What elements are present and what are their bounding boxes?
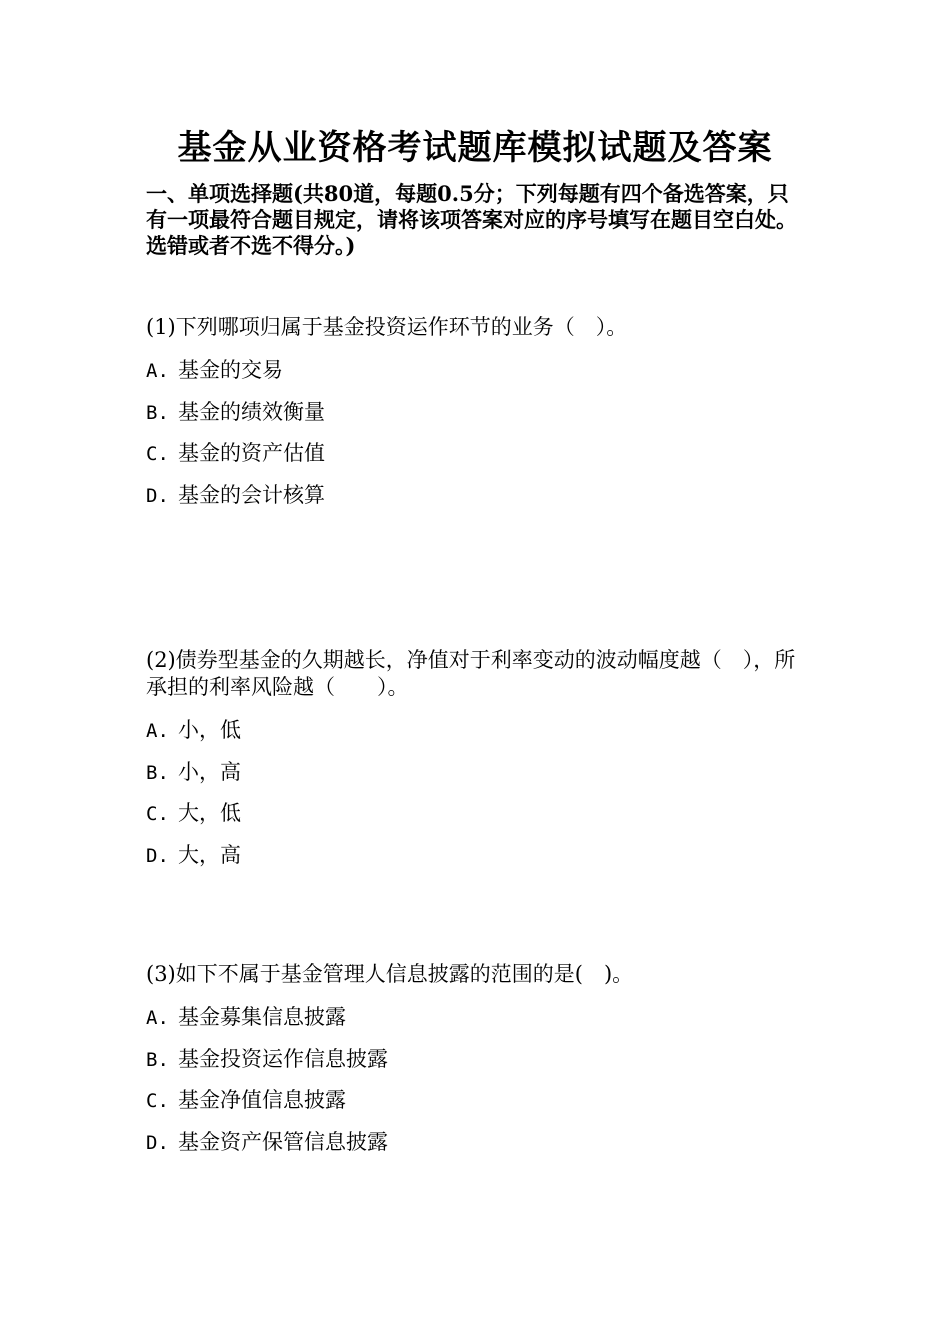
option-b: [146, 392, 806, 434]
option-text: 基金的会计核算: [178, 482, 325, 507]
question-2: [146, 647, 806, 876]
option-b: [146, 1039, 806, 1081]
option-text: 基金的交易: [178, 358, 283, 382]
question-3: [146, 961, 806, 1163]
option-letter: D.: [146, 844, 169, 867]
option-letter: A.: [146, 1007, 169, 1029]
option-list: [146, 350, 806, 516]
option-letter: D.: [146, 484, 169, 507]
option-c: [146, 433, 806, 475]
question-stem: (2)债券型基金的久期越长，净值对于利率变动的波动幅度越（ ），所承担的利率风险越（ ）。: [146, 648, 796, 699]
option-text: 小，低: [178, 718, 241, 742]
question-stem: (1)下列哪项归属于基金投资运作环节的业务（ ）。: [146, 315, 628, 339]
option-text: 大，高: [178, 842, 241, 867]
option-text: 基金的资产估值: [178, 441, 325, 465]
option-letter: C.: [146, 1090, 169, 1112]
option-c: [146, 1080, 806, 1122]
option-text: 基金的绩效衡量: [178, 399, 325, 424]
question-1: [146, 314, 806, 516]
option-text: 大，低: [178, 801, 241, 825]
option-letter: A.: [146, 720, 169, 742]
option-text: 基金投资运作信息披露: [178, 1046, 388, 1071]
option-a: [146, 710, 806, 752]
option-letter: C.: [146, 803, 169, 825]
option-text: 基金净值信息披露: [178, 1088, 346, 1112]
page-title: 基金从业资格考试题库模拟试题及答案: [177, 128, 773, 168]
section-instructions: 一、单项选择题(共80道，每题0.5分；下列每题有四个备选答案，只有一项最符合题目规定，请将该项答案对应的序号填写在题目空白处。选错或者不选不得分。): [146, 181, 797, 258]
option-letter: B.: [146, 1048, 169, 1071]
option-list: [146, 710, 806, 876]
option-text: 基金资产保管信息披露: [178, 1129, 388, 1154]
option-letter: A.: [146, 360, 169, 382]
option-letter: B.: [146, 401, 169, 424]
option-b: [146, 752, 806, 794]
option-d: [146, 835, 806, 877]
option-c: [146, 793, 806, 835]
option-d: [146, 1122, 806, 1164]
option-letter: D.: [146, 1131, 169, 1154]
option-text: 小，高: [178, 759, 241, 784]
option-a: [146, 350, 806, 392]
option-list: [146, 997, 806, 1163]
option-letter: B.: [146, 761, 169, 784]
option-d: [146, 475, 806, 517]
question-stem: (3)如下不属于基金管理人信息披露的范围的是( )。: [146, 962, 634, 986]
option-a: [146, 997, 806, 1039]
option-text: 基金募集信息披露: [178, 1005, 346, 1029]
option-letter: C.: [146, 443, 169, 465]
